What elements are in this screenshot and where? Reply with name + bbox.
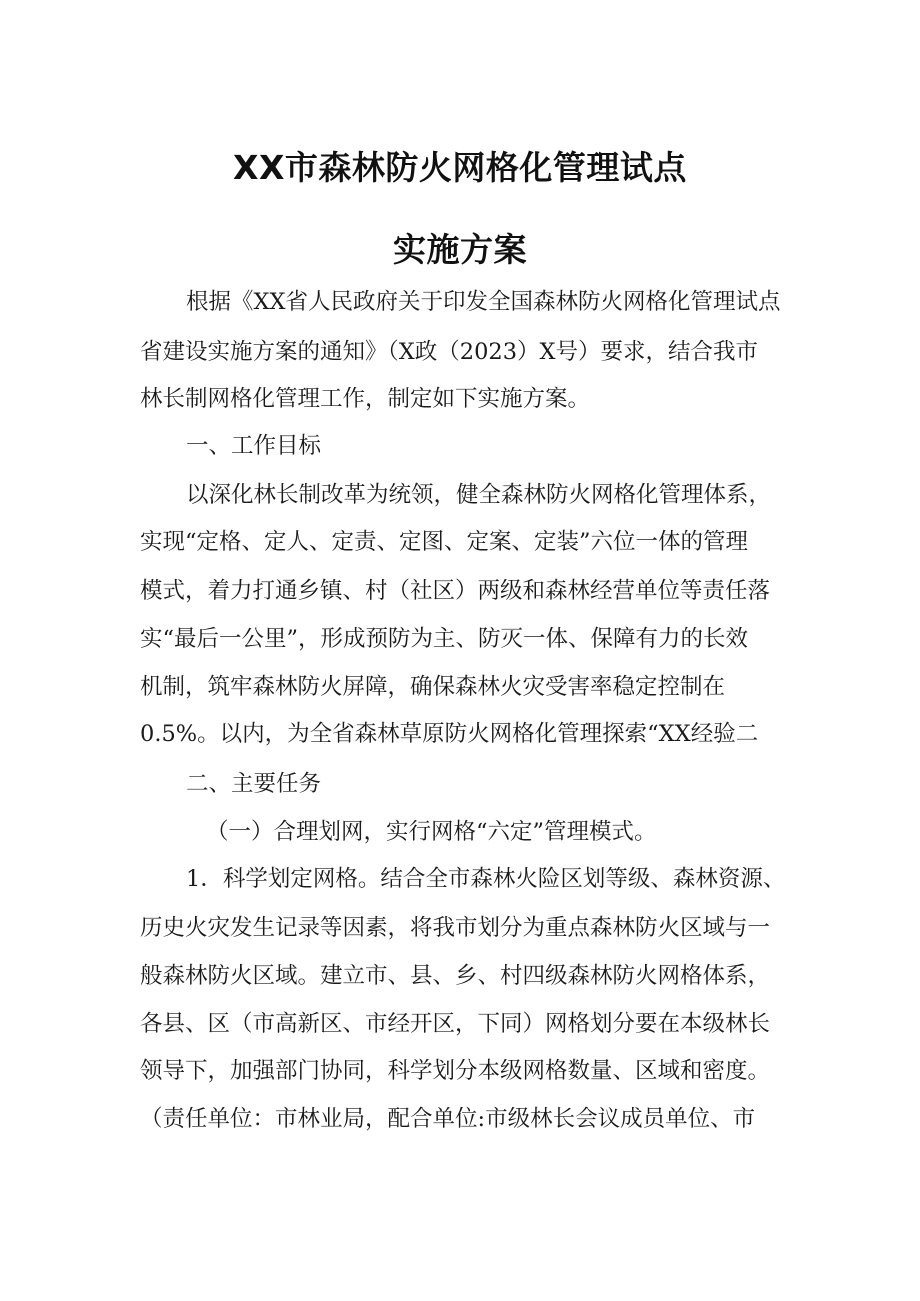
paragraph-goals-line-1: 以深化林长制改革为统领，健全森林防火网格化管理体系，	[186, 482, 772, 508]
paragraph-task1-line-3: 般森林防火区域。建立市、县、乡、村四级森林防火网格体系，	[140, 963, 771, 989]
paragraph-goals-line-6: 0.5%。以内，为全省森林草原防火网格化管理探索“XX经验二	[140, 721, 759, 747]
paragraph-goals-line-2: 实现“定格、定人、定责、定图、定案、定装”六位一体的管理	[140, 529, 749, 555]
section-heading-tasks: 二、主要任务	[186, 771, 322, 797]
paragraph-intro-line-3: 林长制网格化管理工作，制定如下实施方案。	[140, 386, 591, 412]
section-heading-goals: 一、工作目标	[186, 433, 322, 459]
paragraph-task1-line-4: 各县、区（市高新区、市经开区，下同）网格划分要在本级林长	[140, 1011, 771, 1037]
paragraph-task1-line-6: （责任单位：市林业局，配合单位:市级林长会议成员单位、市	[140, 1106, 756, 1132]
paragraph-task1-line-1: 1．科学划定网格。结合全市森林火险区划等级、森林资源、	[186, 866, 786, 892]
paragraph-intro-line-2: 省建设实施方案的通知》（X政（2023）X号）要求，结合我市	[140, 339, 759, 365]
paragraph-goals-line-4: 实“最后一公里”，形成预防为主、防灭一体、保障有力的长效	[140, 626, 749, 652]
paragraph-intro-line-1: 根据《XX省人民政府关于印发全国森林防火网格化管理试点	[186, 289, 781, 315]
paragraph-task1-line-5: 领导下，加强部门协同，科学划分本级网格数量、区域和密度。	[140, 1058, 771, 1084]
document-title-line-2: 实施方案	[393, 230, 527, 269]
paragraph-task1-line-2: 历史火灾发生记录等因素，将我市划分为重点森林防火区域与一	[140, 915, 771, 941]
paragraph-goals-line-3: 模式，着力打通乡镇、村（社区）两级和森林经营单位等责任落	[140, 578, 771, 604]
document-title-line-1: XX市森林防火网格化管理试点	[233, 148, 687, 187]
subsection-heading-1: （一）合理划网，实行网格“六定”管理模式。	[206, 819, 657, 845]
paragraph-goals-line-5: 机制，筑牢森林防火屏障，确保森林火灾受害率稳定控制在	[140, 674, 726, 700]
